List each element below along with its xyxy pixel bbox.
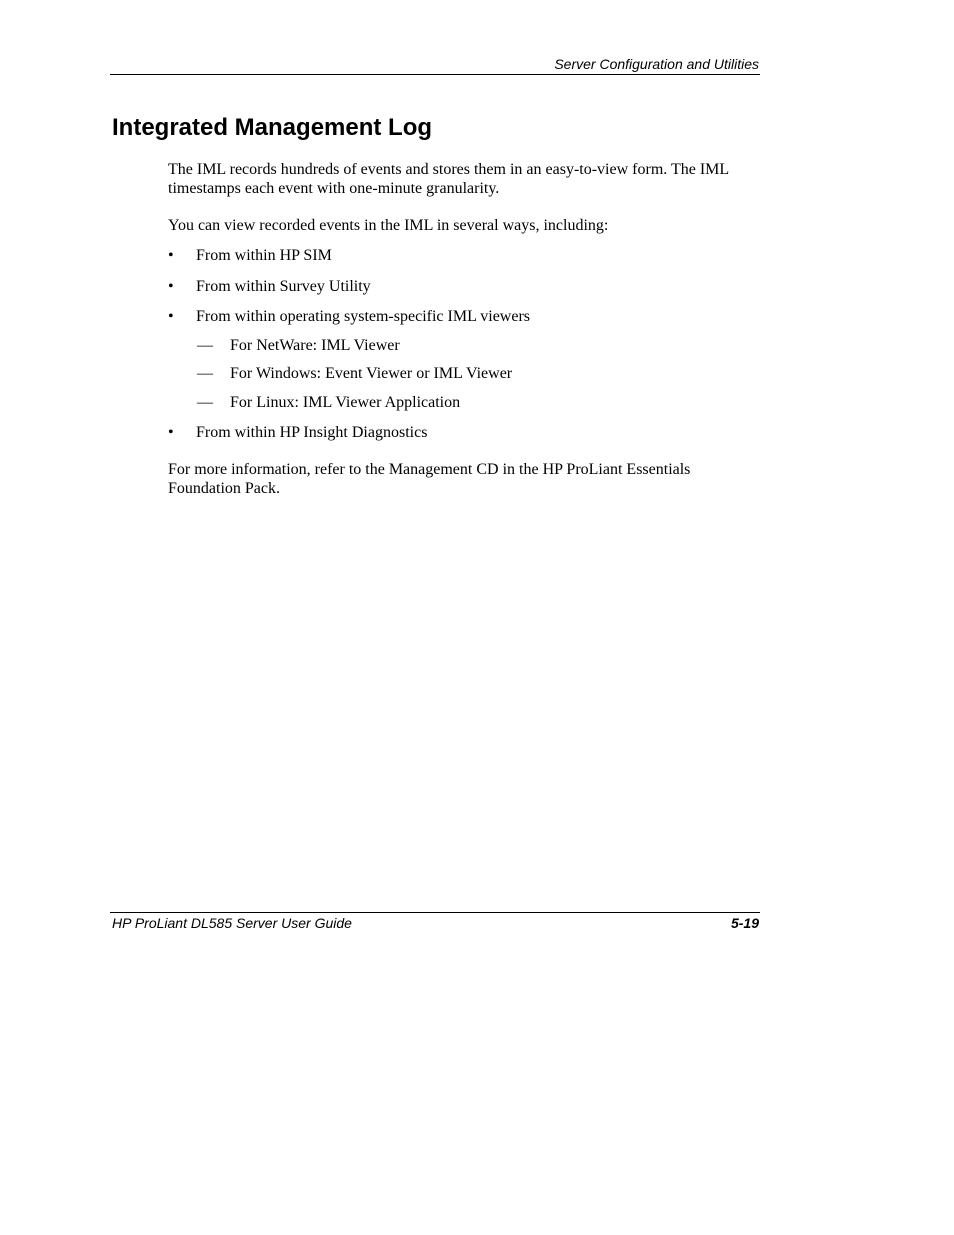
list-item-label: From within HP SIM [196, 247, 332, 264]
dash-marker: — [197, 337, 213, 354]
running-header: Server Configuration and Utilities [554, 56, 759, 72]
list-item-label: From within operating system-specific IML viewers [196, 308, 530, 325]
bullet-marker: • [168, 424, 174, 441]
bullet-marker: • [168, 247, 174, 264]
header-rule [110, 74, 760, 75]
lead-in-paragraph: You can view recorded events in the IML in several ways, including: [168, 217, 609, 234]
footer-guide-title: HP ProLiant DL585 Server User Guide [112, 915, 352, 931]
bullet-marker: • [168, 308, 174, 325]
intro-paragraph: The IML records hundreds of events and stores them in an easy-to-view form. The IML timestamps each event with one-minute granularity. [168, 161, 729, 197]
page-number: 5-19 [730, 915, 759, 931]
section-title: Integrated Management Log [112, 114, 433, 141]
dash-marker: — [197, 394, 213, 411]
closing-paragraph: For more information, refer to the Management CD in the HP ProLiant Essentials Foundation Pack. [168, 461, 691, 497]
list-item-label: From within HP Insight Diagnostics [196, 424, 428, 441]
bullet-marker: • [168, 278, 174, 295]
sub-list-item-label: For Linux: IML Viewer Application [230, 394, 461, 411]
list-item-label: From within Survey Utility [196, 278, 371, 295]
sub-list-item-label: For NetWare: IML Viewer [230, 337, 400, 354]
footer-rule [110, 912, 760, 913]
sub-list-item-label: For Windows: Event Viewer or IML Viewer [230, 365, 513, 382]
dash-marker: — [197, 365, 213, 382]
